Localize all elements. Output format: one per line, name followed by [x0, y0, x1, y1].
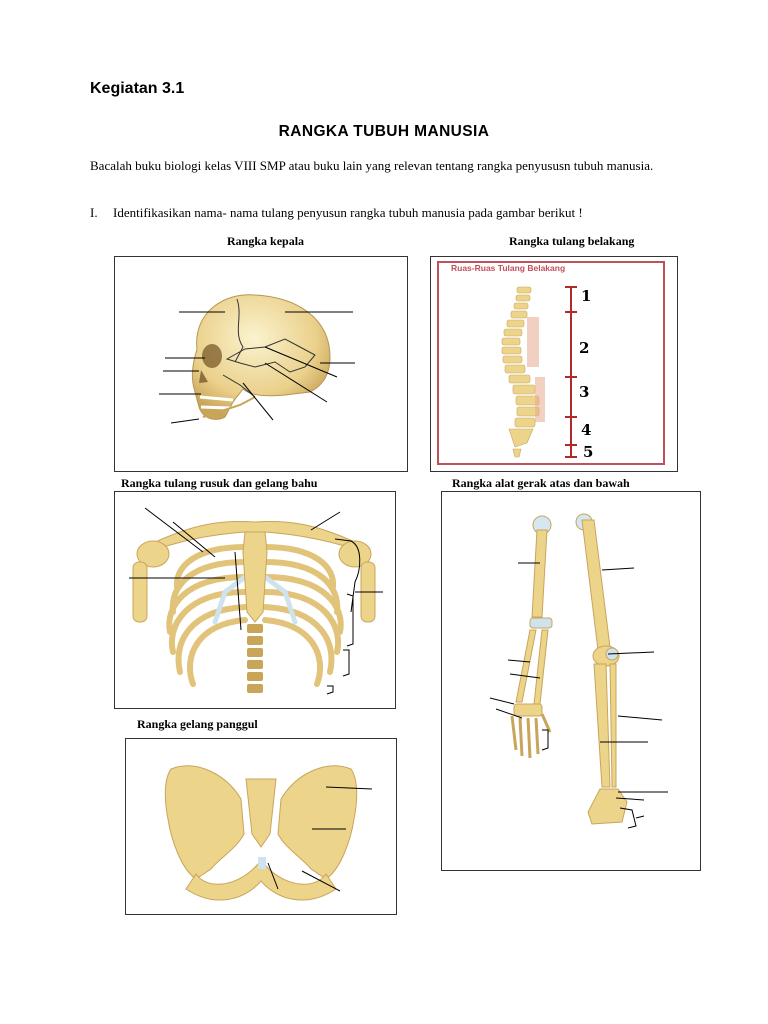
caption-ribcage: Rangka tulang rusuk dan gelang bahu: [121, 476, 318, 490]
limbs-illustration: [442, 492, 700, 870]
intro-paragraph: Bacalah buku biologi kelas VIII SMP atau buku lain yang relevan tentang rangka penyususn tubuh manusia.: [90, 158, 654, 173]
caption-limbs: Rangka alat gerak atas dan bawah: [452, 476, 630, 490]
ribcage-figure: [114, 491, 396, 709]
limbs-label-lines: [490, 563, 668, 828]
ribcage-illustration: [115, 492, 395, 708]
spine-brackets: [565, 287, 577, 457]
spine-number-5: 5: [583, 443, 594, 461]
caption-pelvis: Rangka gelang panggul: [137, 717, 258, 731]
spine-number-3: 3: [579, 383, 590, 401]
activity-label: Kegiatan 3.1: [90, 80, 185, 97]
spine-figure: [430, 256, 678, 472]
spine-number-2: 2: [579, 339, 590, 357]
limbs-figure: [441, 491, 701, 871]
caption-skull: Rangka kepala: [227, 234, 305, 248]
pelvis-illustration: [126, 739, 396, 914]
skull-figure: [114, 256, 408, 472]
instruction-text: Identifikasikan nama- nama tulang penyusun rangka tubuh manusia pada gambar berikut !: [113, 205, 583, 220]
spine-number-4: 4: [581, 421, 592, 439]
spine-number-1: 1: [581, 287, 592, 305]
spine-inner-title: Ruas-Ruas Tulang Belakang: [451, 263, 566, 273]
page-title: RANGKA TUBUH MANUSIA: [278, 123, 490, 140]
pelvis-figure: [125, 738, 397, 915]
spine-illustration: [431, 257, 677, 471]
skull-illustration: [115, 257, 407, 471]
caption-spine: Rangka tulang belakang: [509, 234, 635, 248]
instruction-number: I.: [90, 205, 98, 220]
